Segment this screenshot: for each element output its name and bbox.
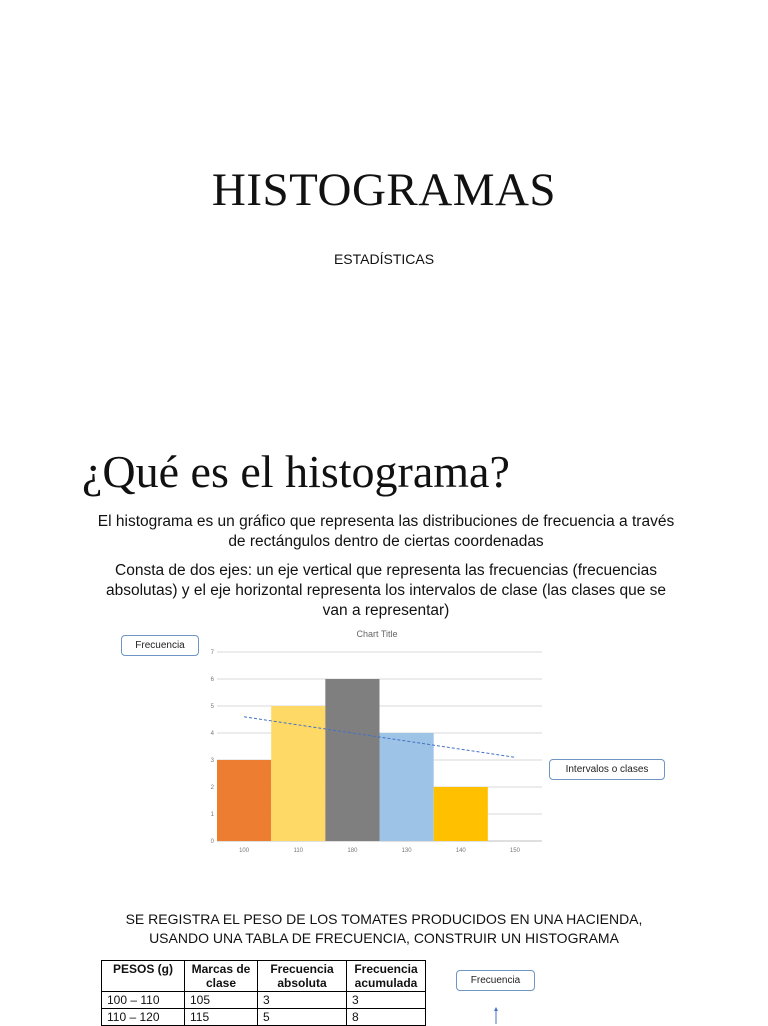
table-cell: 3 bbox=[347, 992, 426, 1009]
histogram-chart bbox=[196, 622, 556, 858]
x-tick-label: 130 bbox=[401, 848, 412, 854]
axes-paragraph: Consta de dos ejes: un eje vertical que representa las frecuencias (frecuencias absolutas) y el eje horizontal representa los intervalos de clase (las clases que se van a representar) bbox=[105, 562, 667, 619]
table-cell: 115 bbox=[185, 1009, 258, 1026]
table-header-row bbox=[102, 961, 426, 992]
table-cell: 110 – 120 bbox=[102, 1009, 185, 1026]
bar-180 bbox=[325, 679, 379, 841]
table-cell: 105 bbox=[185, 992, 258, 1009]
y-axis-callout: Frecuencia bbox=[121, 635, 199, 656]
x-tick-label: 110 bbox=[293, 848, 304, 854]
table-row bbox=[102, 1009, 426, 1026]
definition-paragraph: El histograma es un gráfico que representa las distribuciones de frecuencia a través de rectángulos dentro de ciertas coordenadas bbox=[97, 513, 675, 550]
chart-y-ticks bbox=[211, 650, 215, 845]
y-tick-label: 6 bbox=[210, 677, 214, 683]
col-header-pesos: PESOS (g) bbox=[102, 961, 185, 992]
col-header-frec-acum: Frecuencia acumulada bbox=[347, 961, 426, 992]
table-cell: 5 bbox=[258, 1009, 347, 1026]
slide-title: HISTOGRAMAS bbox=[211, 164, 557, 216]
x-tick-label: 180 bbox=[347, 848, 358, 854]
table-row bbox=[102, 992, 426, 1009]
x-tick-label: 100 bbox=[239, 848, 250, 854]
frequency-callout-2: Frecuencia bbox=[456, 970, 535, 991]
bar-110 bbox=[271, 706, 325, 841]
col-header-frec-abs: Frecuencia absoluta bbox=[258, 961, 347, 992]
table-cell: 100 – 110 bbox=[102, 992, 185, 1009]
table-cell: 8 bbox=[347, 1009, 426, 1026]
chart-title: Chart Title bbox=[356, 629, 398, 639]
bar-140 bbox=[434, 787, 488, 841]
x-tick-label: 140 bbox=[455, 848, 466, 854]
slide-subtitle: ESTADÍSTICAS bbox=[333, 251, 435, 267]
caption-line-1: SE REGISTRA EL PESO DE LOS TOMATES PRODUCIDOS EN UNA HACIENDA, bbox=[125, 911, 643, 927]
frequency-table bbox=[101, 960, 426, 1026]
x-tick-label: 150 bbox=[509, 848, 520, 854]
y-tick-label: 2 bbox=[210, 785, 214, 791]
y-tick-label: 5 bbox=[210, 704, 214, 710]
x-axis-callout: Intervalos o clases bbox=[549, 759, 665, 780]
chart-x-ticks bbox=[239, 848, 521, 854]
section-heading: ¿Qué es el histograma? bbox=[82, 446, 510, 497]
y-tick-label: 0 bbox=[210, 839, 214, 845]
y-tick-label: 1 bbox=[210, 812, 214, 818]
arrow-up-icon bbox=[494, 1007, 498, 1024]
y-tick-label: 3 bbox=[210, 758, 214, 764]
table-cell: 3 bbox=[258, 992, 347, 1009]
bar-130 bbox=[380, 733, 434, 841]
bar-100 bbox=[217, 760, 271, 841]
y-tick-label: 4 bbox=[210, 731, 214, 737]
exercise-caption bbox=[70, 910, 698, 948]
caption-line-2: USANDO UNA TABLA DE FRECUENCIA, CONSTRUIR UN HISTOGRAMA bbox=[149, 930, 619, 946]
col-header-marcas: Marcas de clase bbox=[185, 961, 258, 992]
y-tick-label: 7 bbox=[210, 650, 214, 656]
